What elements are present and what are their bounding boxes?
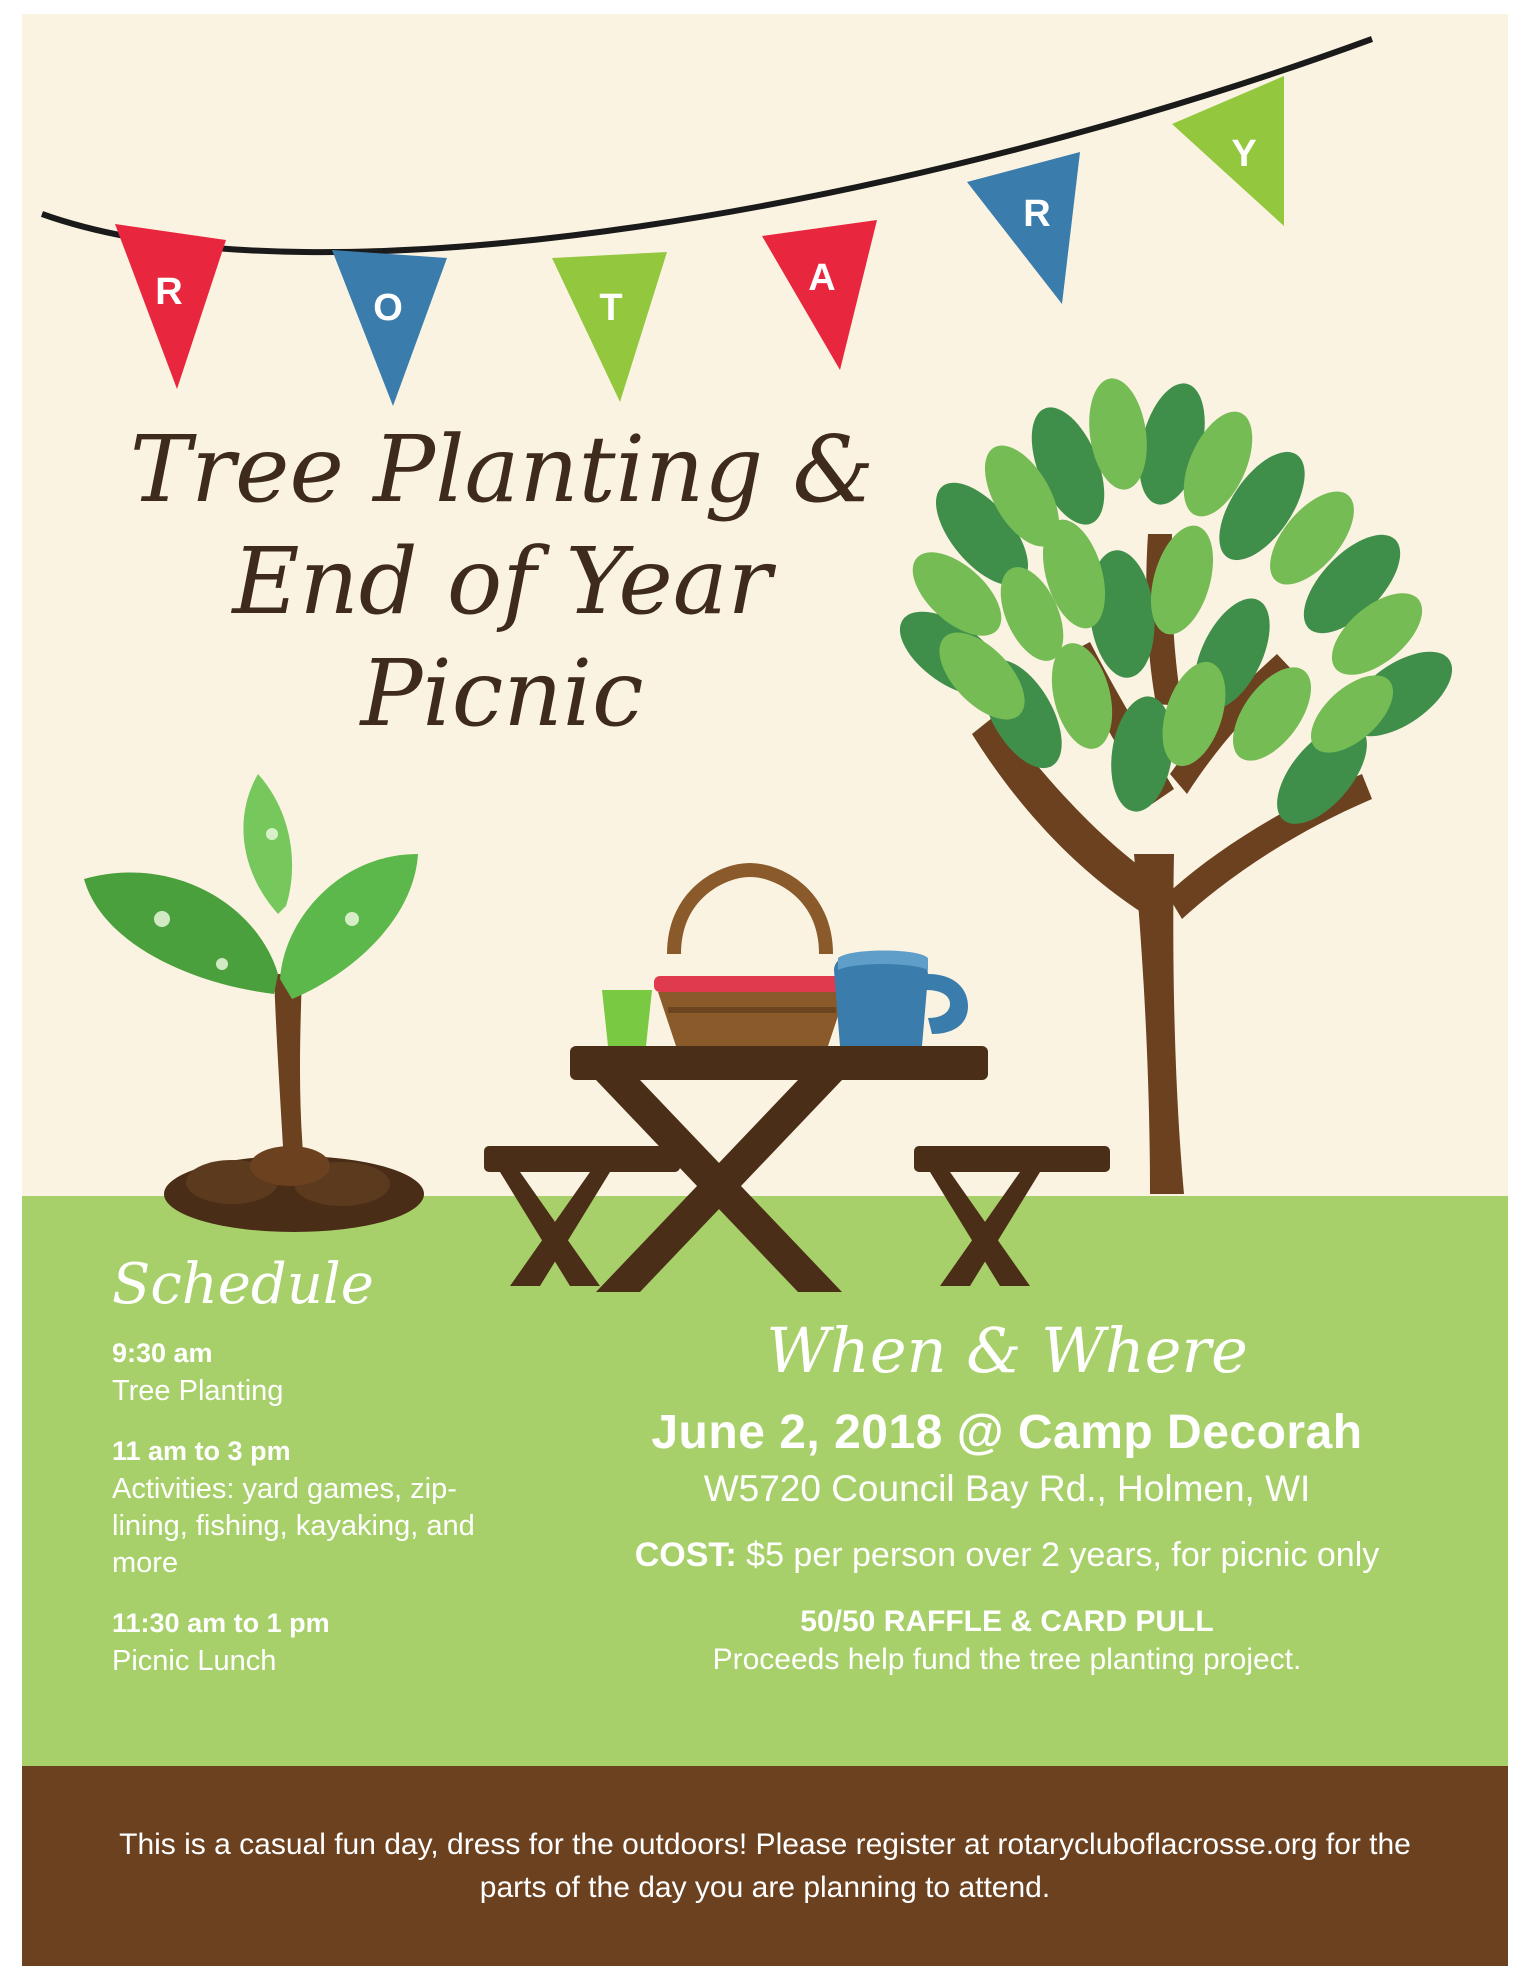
footer-band	[22, 1766, 1508, 1966]
schedule-item-time: 9:30 am	[112, 1337, 213, 1368]
schedule-item-time: 11:30 am to 1 pm	[112, 1608, 330, 1639]
schedule-item	[112, 1436, 492, 1582]
when-where-heading: When & Where	[766, 1314, 1248, 1387]
rotary-bunting	[22, 14, 1508, 434]
cost-label: COST:	[634, 1536, 737, 1574]
bunting-letter-1: R	[155, 271, 183, 313]
proceeds-text: Proceeds help fund the tree planting project.	[712, 1643, 1302, 1676]
picnic-basket-illustration	[654, 870, 850, 1046]
bunting-flag-1	[115, 224, 226, 389]
event-cost	[542, 1536, 1472, 1575]
bunting-letter-4: A	[808, 257, 836, 299]
event-address: W5720 Council Bay Rd., Holmen, WI	[703, 1468, 1311, 1509]
cost-text: $5 per person over 2 years, for picnic only	[746, 1536, 1380, 1574]
bunting-letter-3: T	[599, 287, 623, 329]
schedule-item-desc: Activities: yard games, zip-lining, fishing, kayaking, and more	[112, 1472, 475, 1579]
sapling-illustration	[84, 774, 424, 1232]
bunting-flag-5	[967, 152, 1080, 304]
bunting-flag-3	[552, 252, 667, 402]
bunting-letter-6: Y	[1231, 133, 1257, 175]
footer-text: This is a casual fun day, dress for the outdoors! Please register at rotarycluboflacrosse.org for the parts of the day you are planning to attend.	[119, 1827, 1411, 1904]
bunting-flag-4	[762, 220, 877, 370]
title-line-3: Picnic	[360, 640, 644, 748]
bunting-letter-2: O	[373, 287, 403, 329]
schedule-item-time: 11 am to 3 pm	[112, 1435, 291, 1466]
schedule-block	[112, 1254, 492, 1706]
title-line-2: End of Year	[232, 528, 772, 636]
when-where-block	[542, 1314, 1472, 1677]
bunting-string	[42, 39, 1372, 252]
water-pitcher-illustration	[834, 951, 968, 1047]
poster-canvas	[22, 14, 1508, 1966]
poster-title	[92, 414, 912, 751]
bunting-flag-2	[332, 250, 447, 406]
tree-illustration	[886, 375, 1467, 1194]
raffle-text: 50/50 RAFFLE & CARD PULL	[800, 1605, 1214, 1638]
schedule-item-desc: Tree Planting	[112, 1374, 284, 1407]
bunting-letter-5: R	[1023, 193, 1051, 235]
green-cup-illustration	[602, 990, 652, 1046]
title-line-1: Tree Planting &	[129, 416, 875, 523]
event-date-location: June 2, 2018 @ Camp Decorah	[651, 1406, 1363, 1459]
schedule-item	[112, 1608, 492, 1680]
schedule-item-desc: Picnic Lunch	[112, 1645, 277, 1678]
schedule-item	[112, 1338, 492, 1410]
schedule-heading: Schedule	[112, 1252, 374, 1317]
